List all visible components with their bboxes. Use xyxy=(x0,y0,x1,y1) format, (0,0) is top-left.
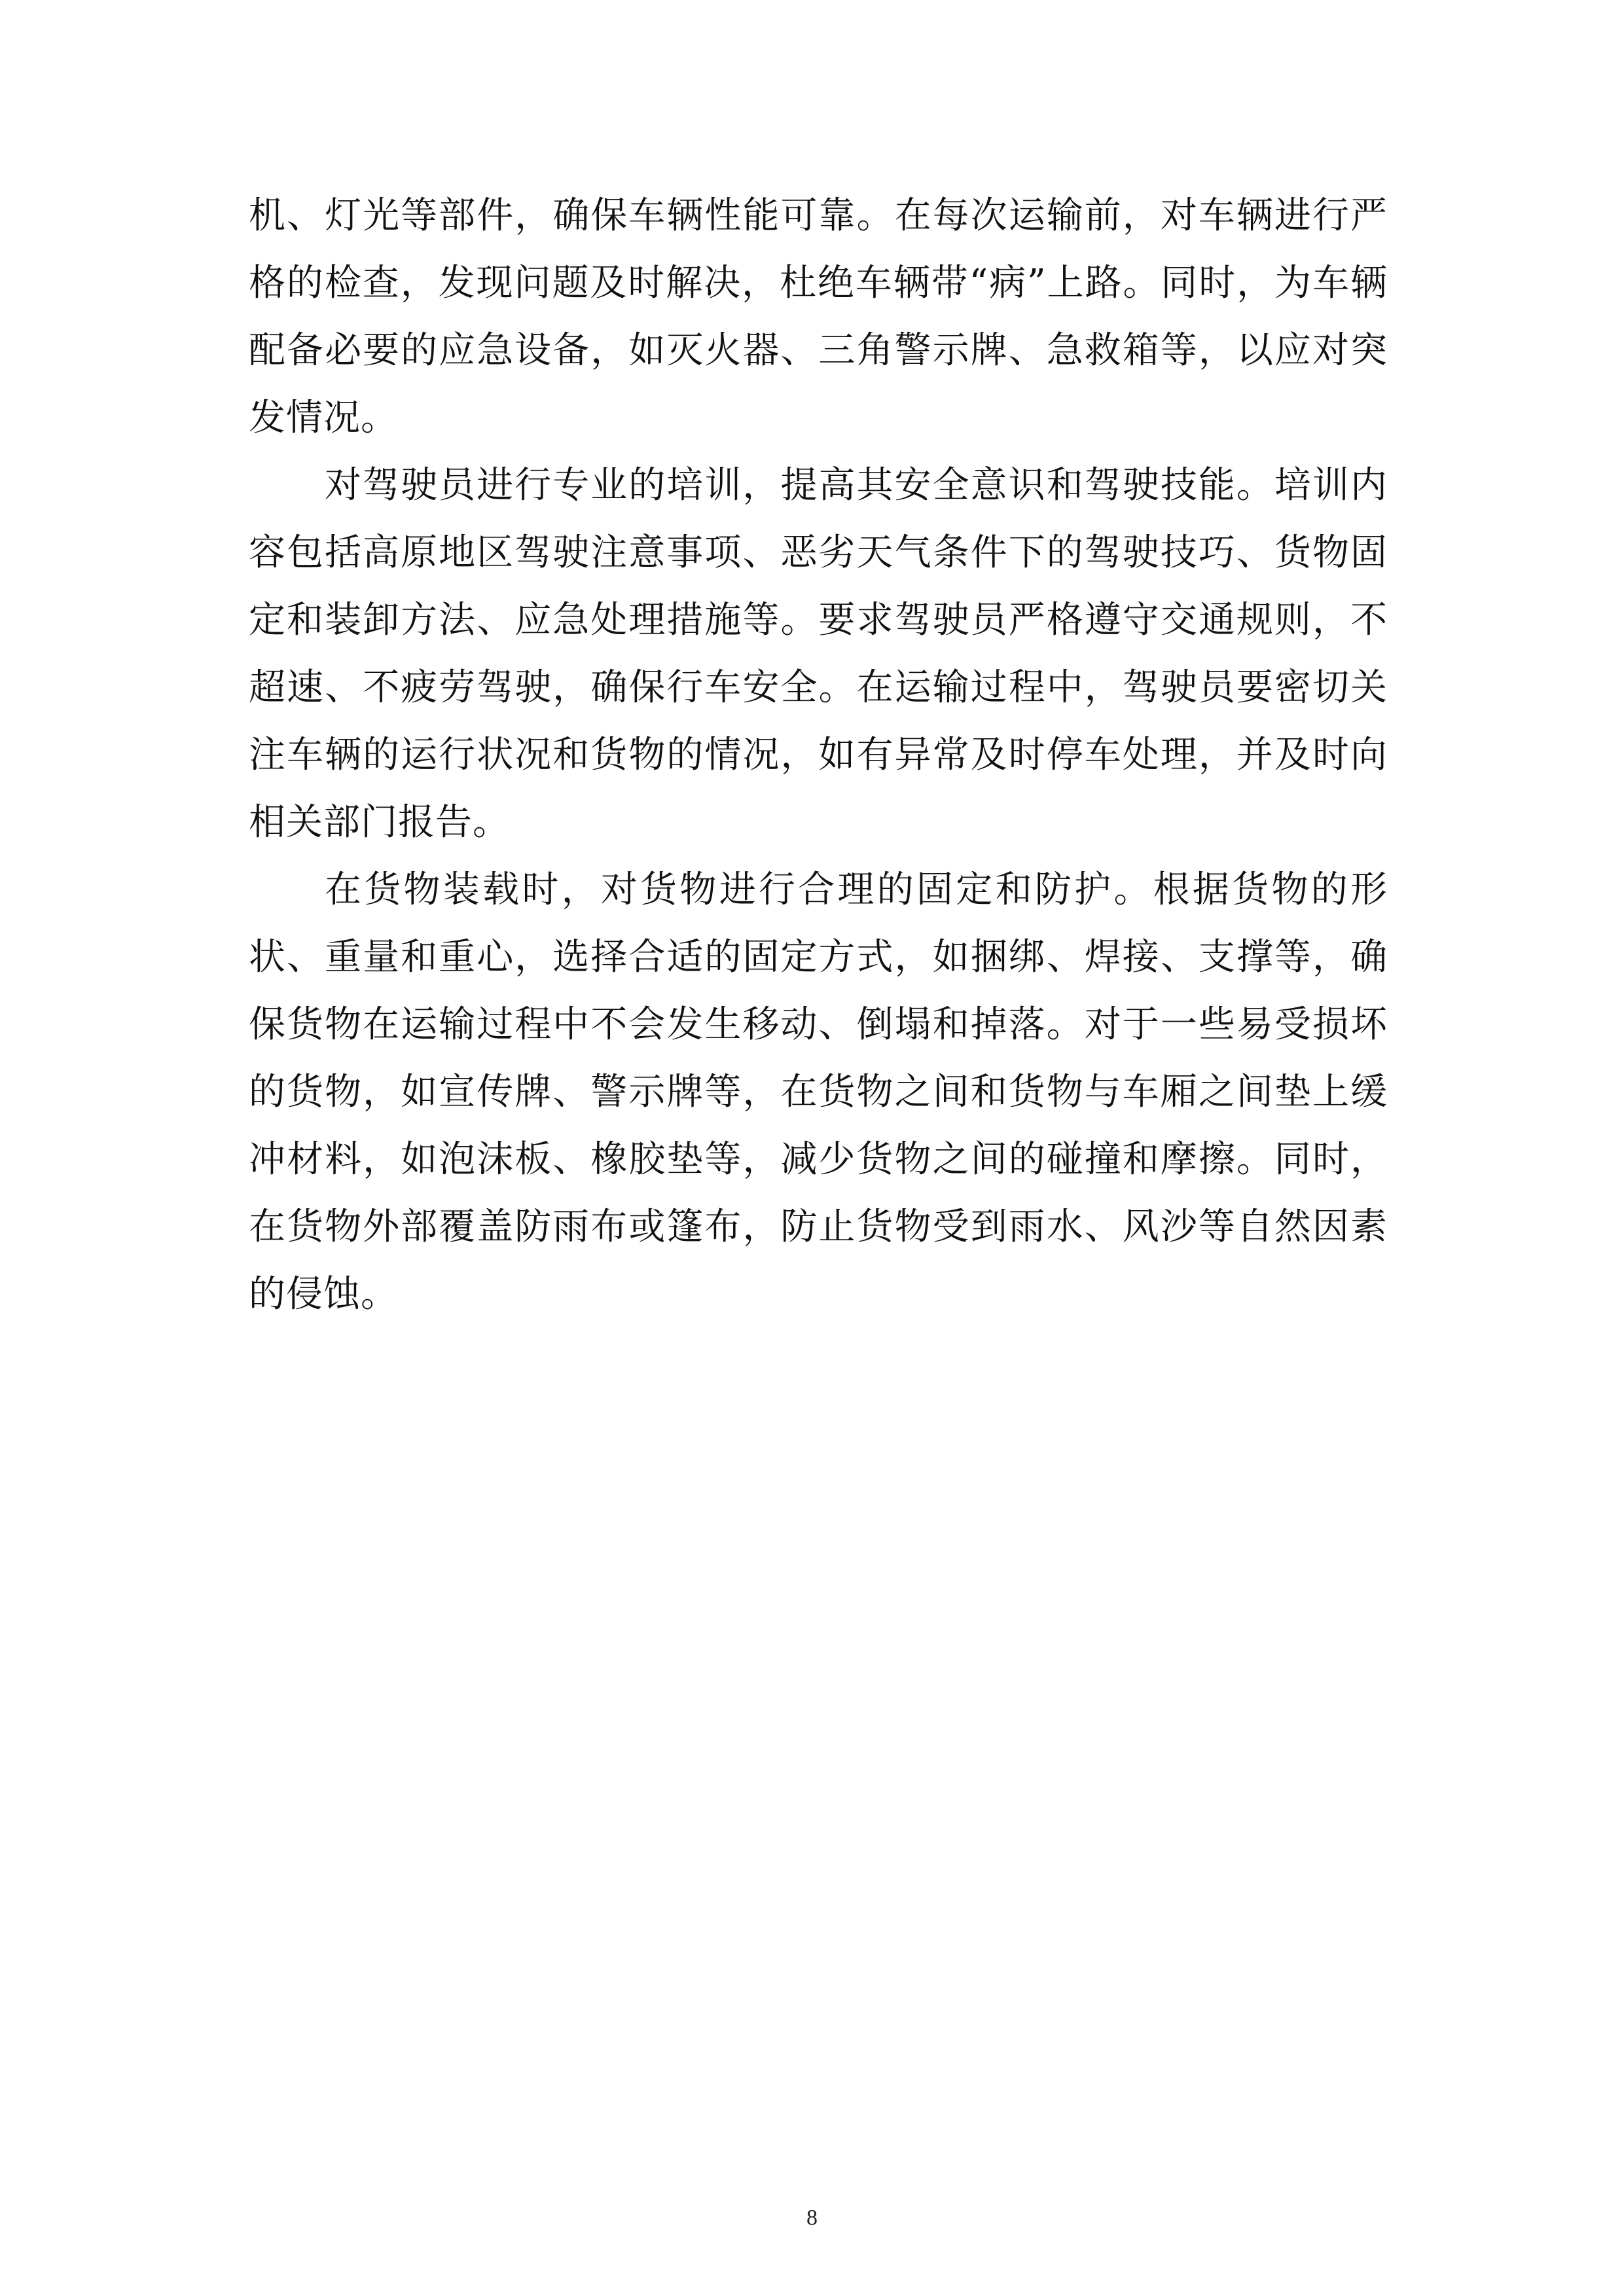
paragraph-cargo-protection: 在货物装载时，对货物进行合理的固定和防护。根据货物的形状、重量和重心，选择合适的固定方式，如捆绑、焊接、支撑等，确保货物在运输过程中不会发生移动、倒塌和掉落。对于一些易受损坏的货物，如宣传牌、警示牌等，在货物之间和货物与车厢之间垫上缓冲材料，如泡沫板、橡胶垫等，减少货物之间的碰撞和摩擦。同时，在货物外部覆盖防雨布或篷布，防止货物受到雨水、风沙等自然因素的侵蚀。 xyxy=(249,869,1388,1316)
paragraph-vehicle-maintenance: 机、灯光等部件，确保车辆性能可靠。在每次运输前，对车辆进行严格的检查，发现问题及时解决，杜绝车辆带“病”上路。同时，为车辆配备必要的应急设备，如灭火器、三角警示牌、急救箱等，以应对突发情况。 xyxy=(249,194,1388,439)
page-number: 8 xyxy=(806,2206,818,2230)
body-text xyxy=(249,182,1388,1328)
paragraph-driver-training: 对驾驶员进行专业的培训，提高其安全意识和驾驶技能。培训内容包括高原地区驾驶注意事项、恶劣天气条件下的驾驶技巧、货物固定和装卸方法、应急处理措施等。要求驾驶员严格遵守交通规则，不超速、不疲劳驾驶，确保行车安全。在运输过程中，驾驶员要密切关注车辆的运行状况和货物的情况，如有异常及时停车处理，并及时向相关部门报告。 xyxy=(249,464,1388,844)
